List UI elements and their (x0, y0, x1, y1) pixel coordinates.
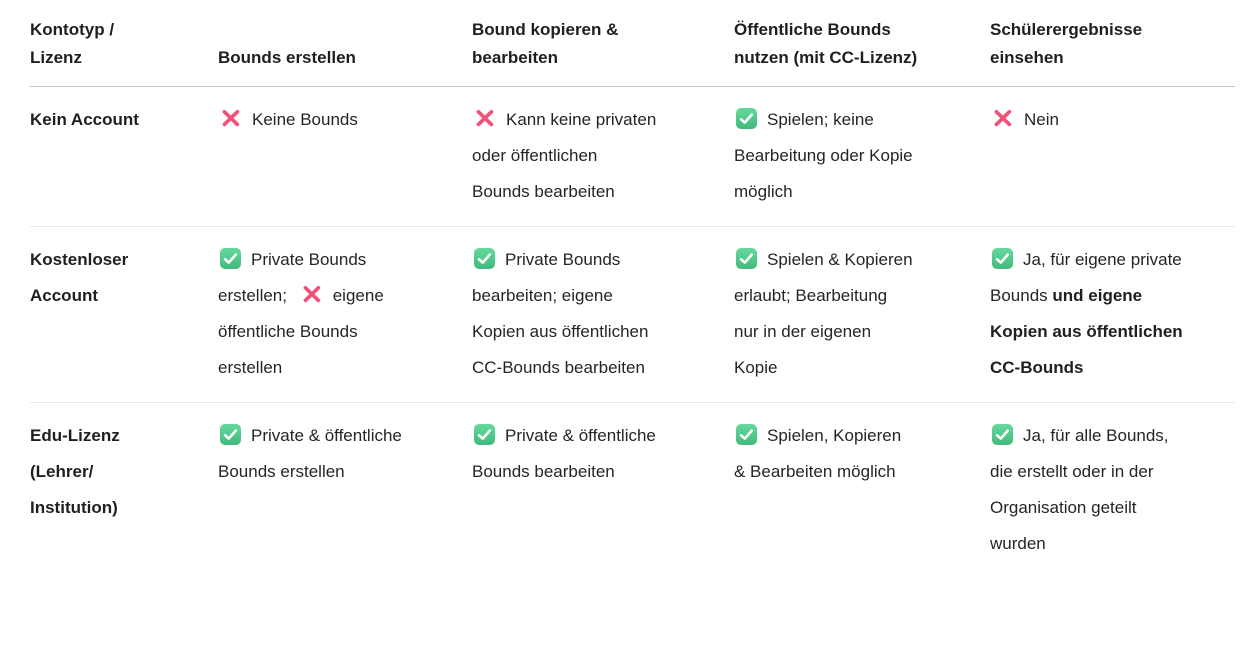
table-cell (472, 403, 734, 579)
account-permissions-table (30, 6, 1235, 578)
table-cell (472, 227, 734, 403)
check-icon (736, 424, 757, 445)
column-header-label: Bound kopieren & bearbeiten (472, 20, 619, 67)
cell-text: Spielen; keine Bearbeitung oder Kopie möglich (734, 110, 913, 201)
column-header (734, 6, 990, 87)
cell-text: Nein (1024, 110, 1059, 129)
cross-icon (220, 107, 242, 129)
column-header-label: Kontotyp / Lizenz (30, 20, 115, 67)
check-icon (474, 248, 495, 269)
column-header (218, 6, 472, 87)
cell-text: Kann keine privaten oder öffentlichen Bounds bearbeiten (472, 110, 657, 201)
check-icon (992, 248, 1013, 269)
table-cell (990, 403, 1235, 579)
column-header (472, 6, 734, 87)
table-header-row (30, 6, 1235, 87)
check-icon (220, 424, 241, 445)
cell-text: Private & öffentliche Bounds bearbeiten (472, 426, 656, 481)
cross-icon (992, 107, 1014, 129)
table-cell (218, 403, 472, 579)
table-cell (990, 87, 1235, 227)
cross-icon (301, 283, 323, 305)
column-header-label: Schülerergebnisse einsehen (990, 20, 1143, 67)
column-header (30, 6, 218, 87)
table-row (30, 403, 1235, 579)
table-cell (218, 87, 472, 227)
cell-text: Private & öffentliche Bounds erstellen (218, 426, 402, 481)
table-row (30, 227, 1235, 403)
table-row (30, 87, 1235, 227)
cell-text: Spielen, Kopieren & Bearbeiten möglich (734, 426, 902, 481)
check-icon (992, 424, 1013, 445)
table-cell (734, 227, 990, 403)
column-header (990, 6, 1235, 87)
cell-text: Keine Bounds (252, 110, 358, 129)
check-icon (736, 248, 757, 269)
row-label-text: Kein Account (30, 110, 139, 129)
column-header-label: Bounds erstellen (218, 48, 356, 67)
table-cell (218, 227, 472, 403)
table-cell (990, 227, 1235, 403)
check-icon (220, 248, 241, 269)
check-icon (474, 424, 495, 445)
row-label (30, 403, 218, 579)
cell-text: Private Bounds bearbeiten; eigene Kopien aus öffentlichen CC-Bounds bearbeiten (472, 250, 649, 377)
row-label (30, 87, 218, 227)
table-cell (734, 87, 990, 227)
cell-text: Private Bounds erstellen; (218, 250, 367, 305)
cell-text: und eigene Kopien aus öffentlichen CC-Bounds (990, 286, 1183, 377)
cell-text: Ja, für eigene private Bounds (990, 250, 1182, 305)
cell-text: Spielen & Kopieren erlaubt; Bearbeitung nur in der eigenen Kopie (734, 250, 913, 377)
table-cell (472, 87, 734, 227)
column-header-label: Öffentliche Bounds nutzen (mit CC-Lizenz) (734, 20, 918, 67)
row-label-text: Edu-Lizenz (Lehrer/ Institution) (30, 426, 120, 517)
check-icon (736, 108, 757, 129)
cell-text: Ja, für alle Bounds, die erstellt oder in der Organisation geteilt wurden (990, 426, 1169, 553)
row-label (30, 227, 218, 403)
table-cell (734, 403, 990, 579)
cross-icon (474, 107, 496, 129)
cell-text: eigene öffentliche Bounds erstellen (218, 286, 384, 377)
row-label-text: Kostenloser Account (30, 250, 129, 305)
